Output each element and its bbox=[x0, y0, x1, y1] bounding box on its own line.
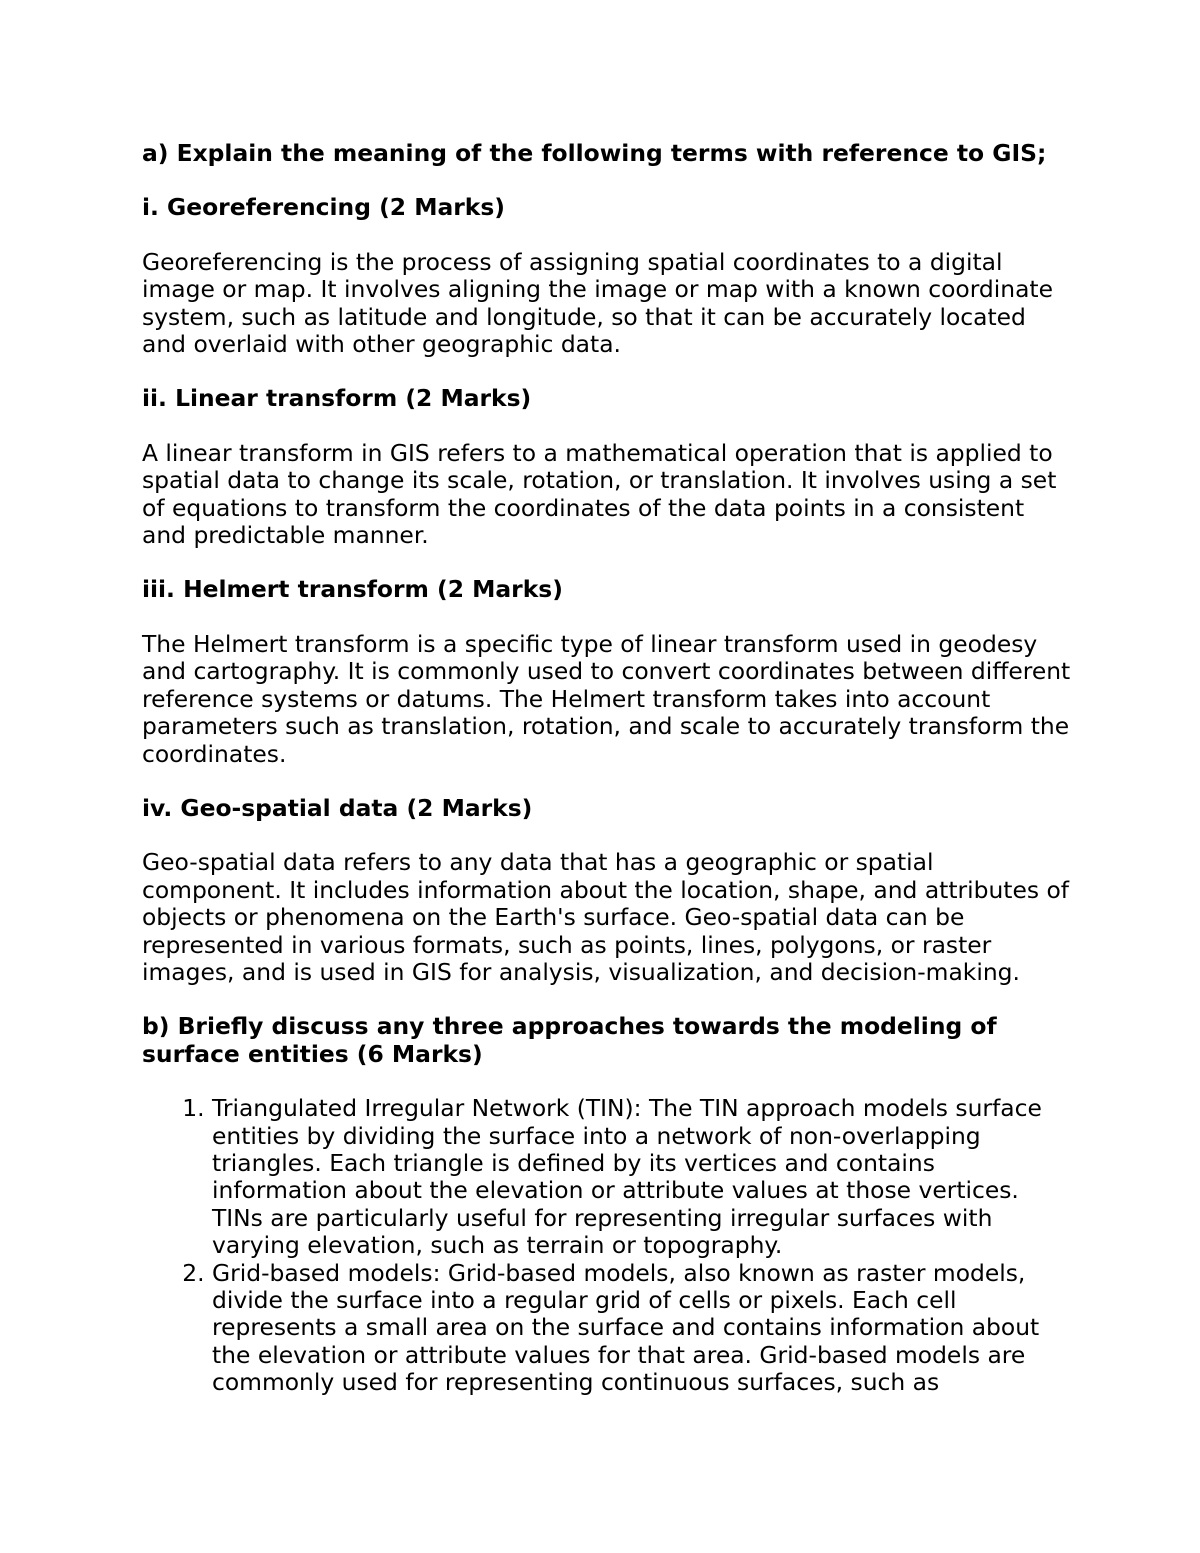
term-georeferencing-body: Georeferencing is the process of assigning spatial coordinates to a digital image or map. It involves aligning the image or map with a known coordinate system, such as latitude and longitude, so that it can be accurately located and overlaid with other geographic data. bbox=[142, 247, 1053, 359]
part-b-heading: b) Briefly discuss any three approaches towards the modeling of surface entities (6 Marks) bbox=[142, 1012, 997, 1068]
term-linear-transform-body: A linear transform in GIS refers to a mathematical operation that is applied to spatial data to change its scale, rotation, or translation. It involves using a set of equations to transform the coordinates of the data points in a consistent and predictable manner. bbox=[142, 438, 1057, 550]
part-a-heading: a) Explain the meaning of the following terms with reference to GIS; bbox=[142, 139, 1047, 167]
term-linear-transform-heading: ii. Linear transform (2 Marks) bbox=[142, 384, 532, 413]
list-item: 1. Triangulated Irregular Network (TIN): The TIN approach models surface entities by dividing the surface into a network of non-overlapping triangles. Each triangle is defined by its vertices and contains information about the elevation or attribute values at those vertices. TINs are particularly useful for representing irregular surfaces with varying elevation, such as terrain or topography. bbox=[212, 1095, 1072, 1259]
term-helmert-transform-heading: iii. Helmert transform (2 Marks) bbox=[142, 575, 563, 604]
document-page bbox=[142, 140, 1072, 1397]
term-georeferencing-heading: i. Georeferencing (2 Marks) bbox=[142, 193, 505, 222]
list-item: 2. Grid-based models: Grid-based models, also known as raster models, divide the surface into a regular grid of cells or pixels. Each cell represents a small area on the surface and contains information about the elevation or attribute values for that area. Grid-based models are commonly used for representing continuous surfaces, such as bbox=[212, 1260, 1072, 1397]
approaches-list bbox=[142, 1095, 1072, 1396]
term-helmert-transform-body: The Helmert transform is a specific type of linear transform used in geodesy and cartography. It is commonly used to convert coordinates between different reference systems or datums. The Helmert transform takes into account parameters such as translation, rotation, and scale to accurately transform the coordinates. bbox=[142, 629, 1071, 768]
term-geospatial-data-body: Geo-spatial data refers to any data that has a geographic or spatial component. It includes information about the location, shape, and attributes of objects or phenomena on the Earth's surface. Geo-spatial data can be represented in various formats, such as points, lines, polygons, or raster images, and is used in GIS for analysis, visualization, and decision-making. bbox=[142, 848, 1070, 986]
term-geospatial-data-heading: iv. Geo-spatial data (2 Marks) bbox=[142, 793, 533, 822]
